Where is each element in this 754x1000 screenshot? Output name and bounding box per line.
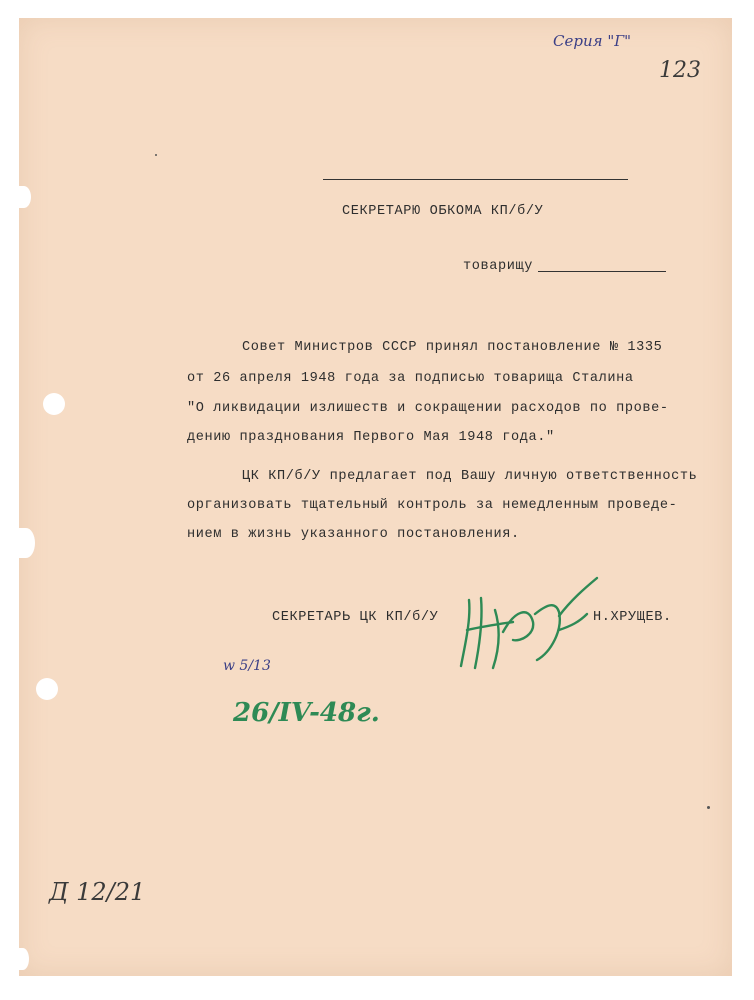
archive-mark: Д 12/21 <box>49 878 146 906</box>
margin-speck <box>707 806 710 809</box>
body-line: от 26 апреля 1948 года за подписью товарища Сталина <box>187 371 634 386</box>
body-line: организовать тщательный контроль за немедленным проведе- <box>187 498 678 513</box>
comrade-blank-line <box>538 271 666 272</box>
body-line: нием в жизнь указанного постановления. <box>187 527 520 542</box>
punch-hole-top <box>43 393 65 415</box>
blank-line-top <box>323 179 628 180</box>
signatory-name: Н.ХРУЩЕВ. <box>593 610 672 625</box>
recipient-line: СЕКРЕТАРЮ ОБКОМА КП/б/У <box>342 204 544 219</box>
torn-notch <box>17 528 35 558</box>
document-page <box>19 18 732 976</box>
punch-hole-bottom <box>36 678 58 700</box>
series-mark: Серия "Г" <box>553 32 632 50</box>
handwritten-signature <box>455 570 605 670</box>
body-line: "О ликвидации излишеств и сокращении расходов по прове- <box>187 401 669 416</box>
body-line: дению празднования Первого Мая 1948 года." <box>187 430 555 445</box>
body-line: Совет Министров СССР принял постановление № 1335 <box>242 340 663 355</box>
page-number: 123 <box>659 58 701 83</box>
body-line: ЦК КП/б/У предлагает под Вашу личную ответственность <box>242 469 698 484</box>
comrade-label: товарищу <box>463 259 534 274</box>
torn-notch <box>17 948 29 970</box>
torn-notch <box>17 186 31 208</box>
handwritten-date: 26/IV-48г. <box>233 698 380 728</box>
margin-speck <box>155 154 157 156</box>
registration-mark: w 5/13 <box>223 658 271 674</box>
signatory-title: СЕКРЕТАРЬ ЦК КП/б/У <box>272 610 439 625</box>
